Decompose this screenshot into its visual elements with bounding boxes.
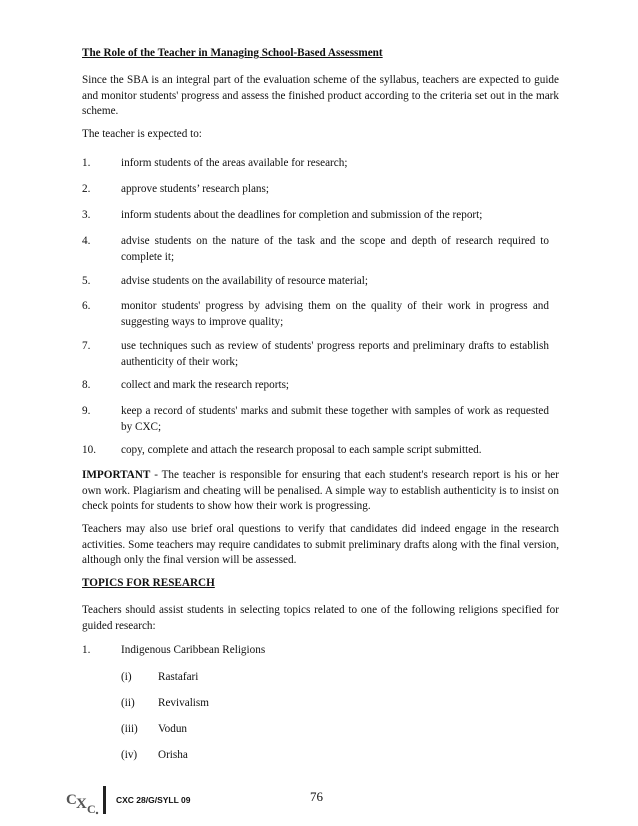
list-item-number: 10.: [82, 444, 96, 456]
topic-number: 1.: [82, 644, 91, 656]
subitem-text: Revivalism: [158, 697, 209, 709]
svg-text:C: C: [66, 792, 77, 808]
intro-paragraph: Since the SBA is an integral part of the evaluation scheme of the syllabus, teachers are expected to guide and monitor students' progress and assess the finished product according to the criteria set out in the mark scheme.: [82, 74, 559, 117]
list-item-text: copy, complete and attach the research proposal to each sample script submitted.: [121, 444, 482, 456]
svg-text:X: X: [76, 796, 87, 812]
list-item-number: 4.: [82, 235, 91, 247]
subitem-text: Orisha: [158, 749, 188, 761]
topics-heading: TOPICS FOR RESEARCH: [82, 577, 215, 589]
expected-label: The teacher is expected to:: [82, 128, 202, 140]
list-item-text: inform students about the deadlines for completion and submission of the report;: [121, 209, 483, 221]
list-item-number: 2.: [82, 183, 91, 195]
list-item-number: 9.: [82, 405, 91, 417]
list-item-text: inform students of the areas available for research;: [121, 157, 348, 169]
important-label: IMPORTANT: [82, 469, 151, 481]
list-item-number: 6.: [82, 300, 91, 312]
list-item-text: monitor students' progress by advising them on the quality of their work in progress and suggesting ways to improve quality;: [121, 300, 549, 328]
list-item-number: 3.: [82, 209, 91, 221]
list-item-number: 8.: [82, 379, 91, 391]
subitem-number: (iv): [121, 749, 138, 761]
list-item-text: approve students’ research plans;: [121, 183, 269, 195]
subitem-text: Rastafari: [158, 671, 199, 683]
list-item-text: advise students on the nature of the task and the scope and depth of research required to complete it;: [121, 235, 549, 263]
svg-text:C: C: [87, 802, 96, 816]
list-item-text: advise students on the availability of resource material;: [121, 275, 368, 287]
topics-intro: Teachers should assist students in selecting topics related to one of the following religions specified for guided research:: [82, 604, 559, 632]
section-heading: The Role of the Teacher in Managing School-Based Assessment: [82, 47, 383, 59]
list-item-number: 1.: [82, 157, 91, 169]
subitem-number: (iii): [121, 723, 138, 735]
subitem-number: (i): [121, 671, 132, 683]
syllabus-code: CXC 28/G/SYLL 09: [116, 795, 191, 805]
subitem-text: Vodun: [158, 723, 188, 735]
list-item-number: 5.: [82, 275, 91, 287]
important-paragraph: [82, 468, 559, 515]
list-item-text: keep a record of students' marks and submit these together with samples of work as requested by CXC;: [121, 405, 549, 433]
list-item-number: 7.: [82, 340, 91, 352]
topic-label: Indigenous Caribbean Religions: [121, 644, 266, 656]
oral-questions-paragraph: Teachers may also use brief oral questions to verify that candidates did indeed engage in the research activities. Some teachers may require candidates to submit preliminary drafts along with the final version, although only the final version will be assessed.: [82, 523, 559, 566]
important-text: - The teacher is responsible for ensuring that each student's research report is his or her own work. Plagiarism and cheating will be penalised. A simple way to establish authenticity is to insist on check points for students to show how their work is progressing.: [82, 469, 559, 512]
page-number: 76: [310, 789, 323, 804]
subitem-number: (ii): [121, 697, 135, 709]
list-item-text: use techniques such as review of students' progress reports and preliminary drafts to establish authenticity of their work;: [121, 340, 549, 368]
cxc-logo-icon: [64, 784, 108, 816]
list-item-text: collect and mark the research reports;: [121, 379, 290, 391]
